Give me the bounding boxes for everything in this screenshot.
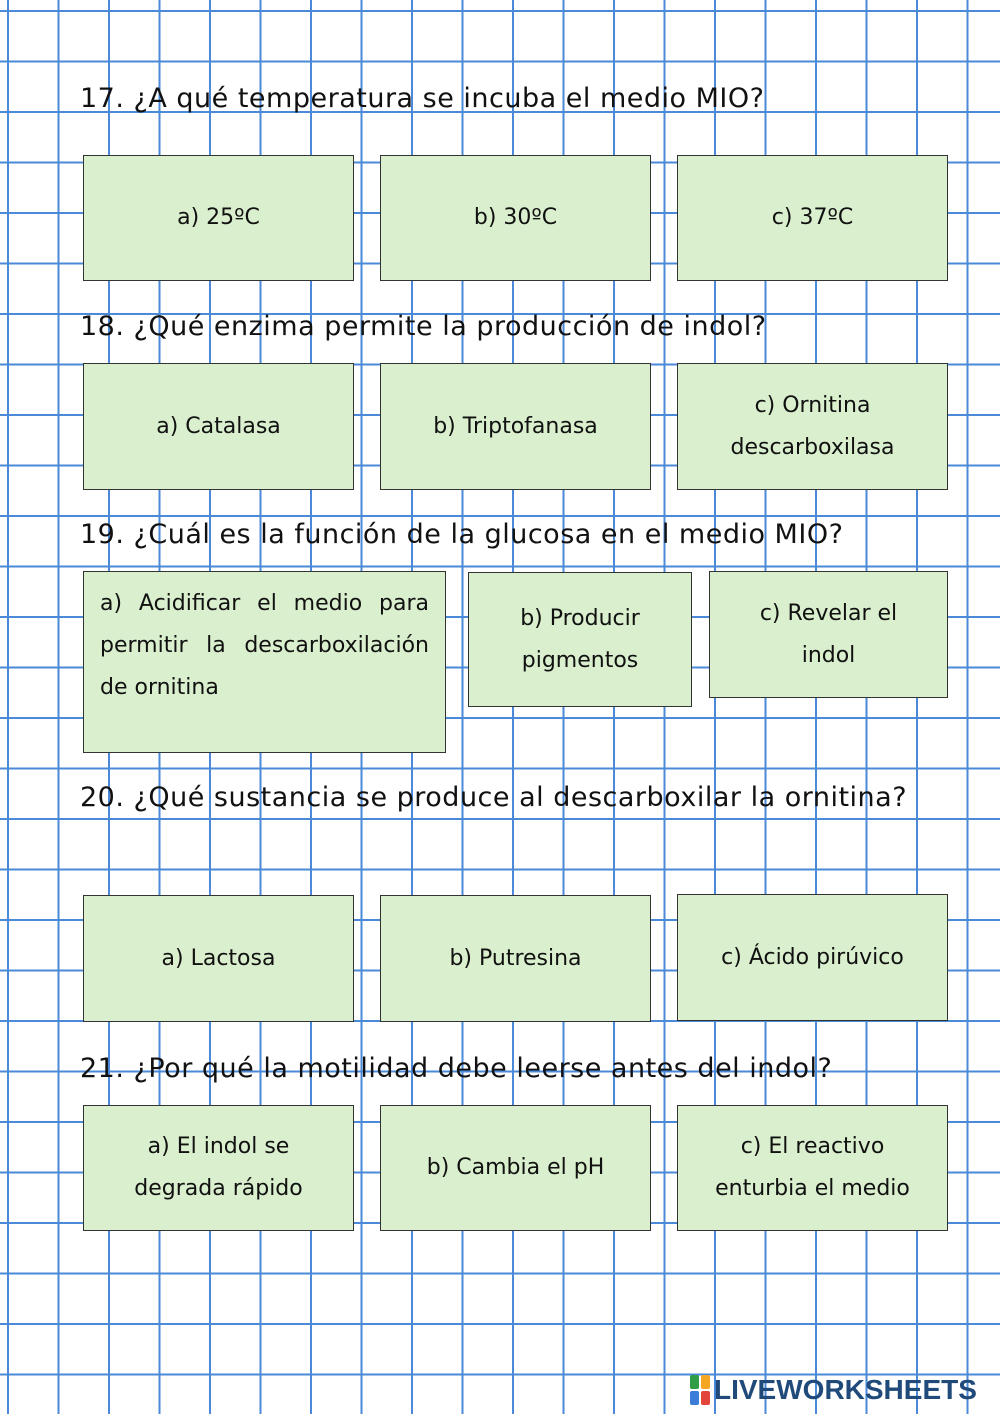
logo-square-orange	[701, 1375, 710, 1389]
question-18: 18. ¿Qué enzima permite la producción de indol?	[80, 311, 767, 342]
option-label: a) Catalasa	[156, 413, 281, 439]
option-label: b) Triptofanasa	[433, 413, 598, 439]
question-20: 20. ¿Qué sustancia se produce al descarboxilar la ornitina?	[80, 782, 908, 813]
option-label: c) Ornitina descarboxilasa	[730, 392, 895, 460]
q21-option-c[interactable]	[677, 1105, 948, 1231]
question-19: 19. ¿Cuál es la función de la glucosa en el medio MIO?	[80, 519, 844, 550]
option-label: b) 30ºC	[473, 205, 558, 230]
logo-square-red	[701, 1391, 710, 1405]
q17-option-b[interactable]	[380, 155, 651, 281]
q20-option-c[interactable]	[677, 894, 948, 1021]
question-17: 17. ¿A qué temperatura se incuba el medio MIO?	[80, 83, 765, 114]
logo-text: LIVEWORKSHEETS	[714, 1374, 977, 1405]
question-21: 21. ¿Por qué la motilidad debe leerse antes del indol?	[80, 1053, 833, 1084]
option-label: a) Lactosa	[161, 945, 276, 971]
q17-option-c[interactable]	[677, 155, 948, 281]
q19-option-a[interactable]	[83, 571, 446, 753]
option-label: c) El reactivo enturbia el medio	[715, 1134, 910, 1201]
liveworksheets-logo[interactable]	[690, 1374, 977, 1406]
q21-option-a[interactable]	[83, 1105, 354, 1231]
option-label: c) 37ºC	[771, 205, 854, 230]
q18-option-c[interactable]	[677, 363, 948, 490]
q17-option-a[interactable]	[83, 155, 354, 281]
logo-square-green	[690, 1375, 699, 1389]
option-label: c) Ácido pirúvico	[721, 944, 904, 970]
option-label: c) Revelar el indol	[759, 600, 898, 668]
q20-option-a[interactable]	[83, 895, 354, 1022]
liveworksheets-logo-icon	[690, 1375, 710, 1405]
option-label: b) Putresina	[449, 945, 582, 971]
option-label: a) Acidificar el medio para permitir la descarboxilación de ornitina	[100, 591, 429, 700]
q20-option-b[interactable]	[380, 895, 651, 1022]
q21-option-b[interactable]	[380, 1105, 651, 1231]
q18-option-b[interactable]	[380, 363, 651, 490]
option-label: a) 25ºC	[177, 205, 260, 230]
logo-square-blue	[690, 1391, 699, 1405]
q18-option-a[interactable]	[83, 363, 354, 490]
option-label: b) Cambia el pH	[426, 1155, 605, 1180]
option-label: a) El indol se degrada rápido	[134, 1134, 303, 1201]
option-label: b) Producir pigmentos	[520, 605, 640, 673]
q19-option-b[interactable]	[468, 572, 692, 707]
q19-option-c[interactable]	[709, 571, 948, 698]
